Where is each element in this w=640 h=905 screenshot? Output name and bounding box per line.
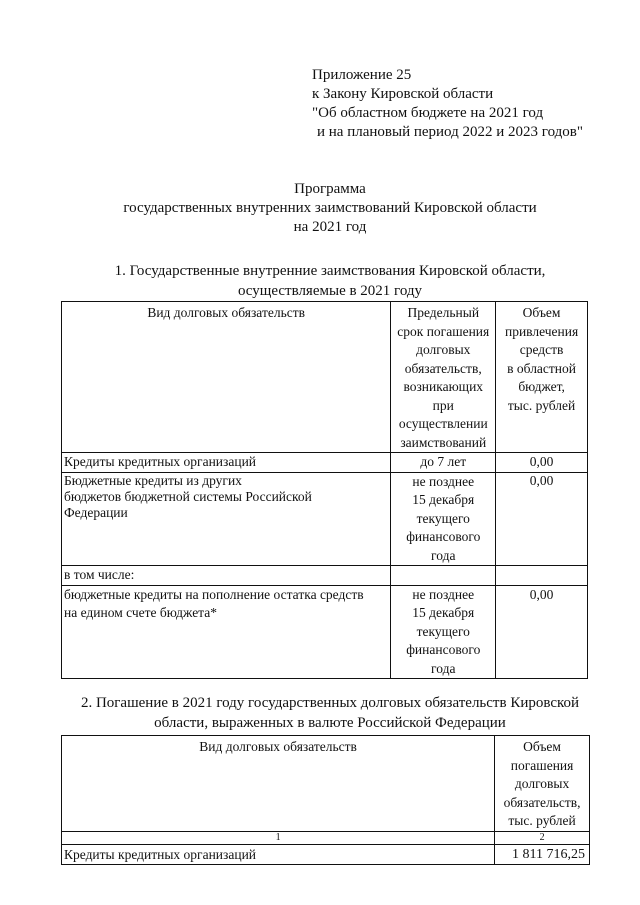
cell-line: бюджет,	[518, 379, 565, 394]
cell-line: при	[432, 397, 454, 413]
table-row	[62, 472, 588, 566]
cell-line: заимствований	[400, 434, 487, 450]
appendix-number: Приложение 25	[312, 67, 412, 83]
cell-line: срок погашения	[397, 323, 490, 339]
row-amount: 1 811 716,25	[495, 844, 590, 864]
cell-line: обязательств,	[503, 794, 581, 810]
row-debt-type	[62, 472, 391, 566]
cell-line: долговых	[514, 776, 570, 791]
cell-line: бюджетные кредиты на пополнение остатка средств	[64, 586, 364, 602]
table-header-row	[62, 736, 590, 832]
cell-line: тыс. рублей	[508, 813, 576, 828]
title-line3: на 2021 год	[293, 219, 367, 235]
cell-line: осуществлении	[398, 416, 488, 431]
table-header-row	[62, 302, 588, 453]
row-term	[391, 566, 496, 586]
title-line2: государственных внутренних заимствований Кировской области	[123, 200, 537, 216]
cell-line: на едином счете бюджета*	[64, 605, 217, 620]
cell-line: Объем	[522, 305, 561, 320]
borrowings-table	[61, 301, 588, 679]
section2-heading	[60, 693, 600, 733]
cell-line: года	[431, 547, 456, 563]
cell-line: Предельный	[407, 305, 480, 320]
appendix-law-title-line2: и на плановый период 2022 и 2023 годов"	[317, 124, 583, 140]
section2-heading-line2: области, выраженных в валюте Российской Федерации	[154, 715, 506, 731]
row-amount: 0,00	[496, 585, 588, 679]
table-row	[62, 453, 588, 473]
cell-line: погашения	[510, 757, 574, 773]
cell-line: средств	[519, 342, 564, 357]
row-term	[391, 472, 496, 566]
col-header-amount	[495, 736, 590, 832]
column-number-1: 1	[62, 831, 495, 844]
col-header-amount	[496, 302, 588, 453]
cell-line: в том числе:	[64, 567, 135, 582]
appendix-law-ref: к Закону Кировской области	[312, 86, 494, 102]
cell-line: в областной	[507, 360, 577, 376]
col-header-debt-type: Вид долговых обязательств	[62, 302, 391, 453]
row-debt-type	[62, 453, 391, 473]
cell-line: 15 декабря	[412, 492, 475, 507]
cell-line: финансового	[406, 529, 481, 544]
cell-line: тыс. рублей	[507, 397, 576, 413]
cell-line: до 7 лет	[420, 454, 467, 469]
cell-line: Бюджетные кредиты из других	[64, 472, 242, 488]
title-line1: Программа	[294, 181, 366, 197]
cell-line: текущего	[416, 510, 470, 526]
cell-line: обязательств,	[404, 360, 482, 376]
row-term	[391, 585, 496, 679]
table-row	[62, 566, 588, 586]
cell-line: долговых	[416, 342, 471, 357]
table-row	[62, 844, 590, 864]
cell-line: года	[431, 660, 456, 676]
cell-line: 15 декабря	[412, 605, 475, 620]
column-number-2: 2	[495, 831, 590, 844]
appendix-header	[312, 66, 622, 142]
document-title	[80, 180, 580, 237]
row-debt-type	[62, 585, 391, 679]
row-debt-type: Кредиты кредитных организаций	[62, 844, 495, 864]
cell-line: текущего	[416, 623, 470, 639]
section1-heading	[60, 261, 600, 301]
column-number-row	[62, 831, 590, 844]
cell-line: бюджетов бюджетной системы Российской	[64, 488, 312, 504]
cell-line: привлечения	[504, 323, 579, 339]
row-amount	[496, 566, 588, 586]
section2-heading-line1: 2. Погашение в 2021 году государственных долговых обязательств Кировской	[80, 695, 580, 711]
cell-line: Объем	[523, 739, 561, 754]
repayment-table	[61, 735, 590, 865]
cell-line: финансового	[406, 642, 481, 657]
cell-line: возникающих	[403, 379, 484, 394]
cell-line: не позднее	[412, 586, 475, 602]
section1-heading-line2: осуществляемые в 2021 году	[237, 283, 423, 299]
table-row	[62, 585, 588, 679]
col-header-debt-type: Вид долговых обязательств	[62, 736, 495, 832]
row-amount: 0,00	[496, 472, 588, 566]
row-amount: 0,00	[496, 453, 588, 473]
cell-line: Федерации	[64, 504, 128, 520]
row-debt-type	[62, 566, 391, 586]
cell-line: не позднее	[412, 473, 475, 489]
col-header-term	[391, 302, 496, 453]
cell-line: Кредиты кредитных организаций	[64, 454, 257, 469]
appendix-law-title-line1: "Об областном бюджете на 2021 год	[312, 105, 544, 121]
section1-heading-line1: 1. Государственные внутренние заимствования Кировской области,	[114, 263, 546, 279]
row-term	[391, 453, 496, 473]
